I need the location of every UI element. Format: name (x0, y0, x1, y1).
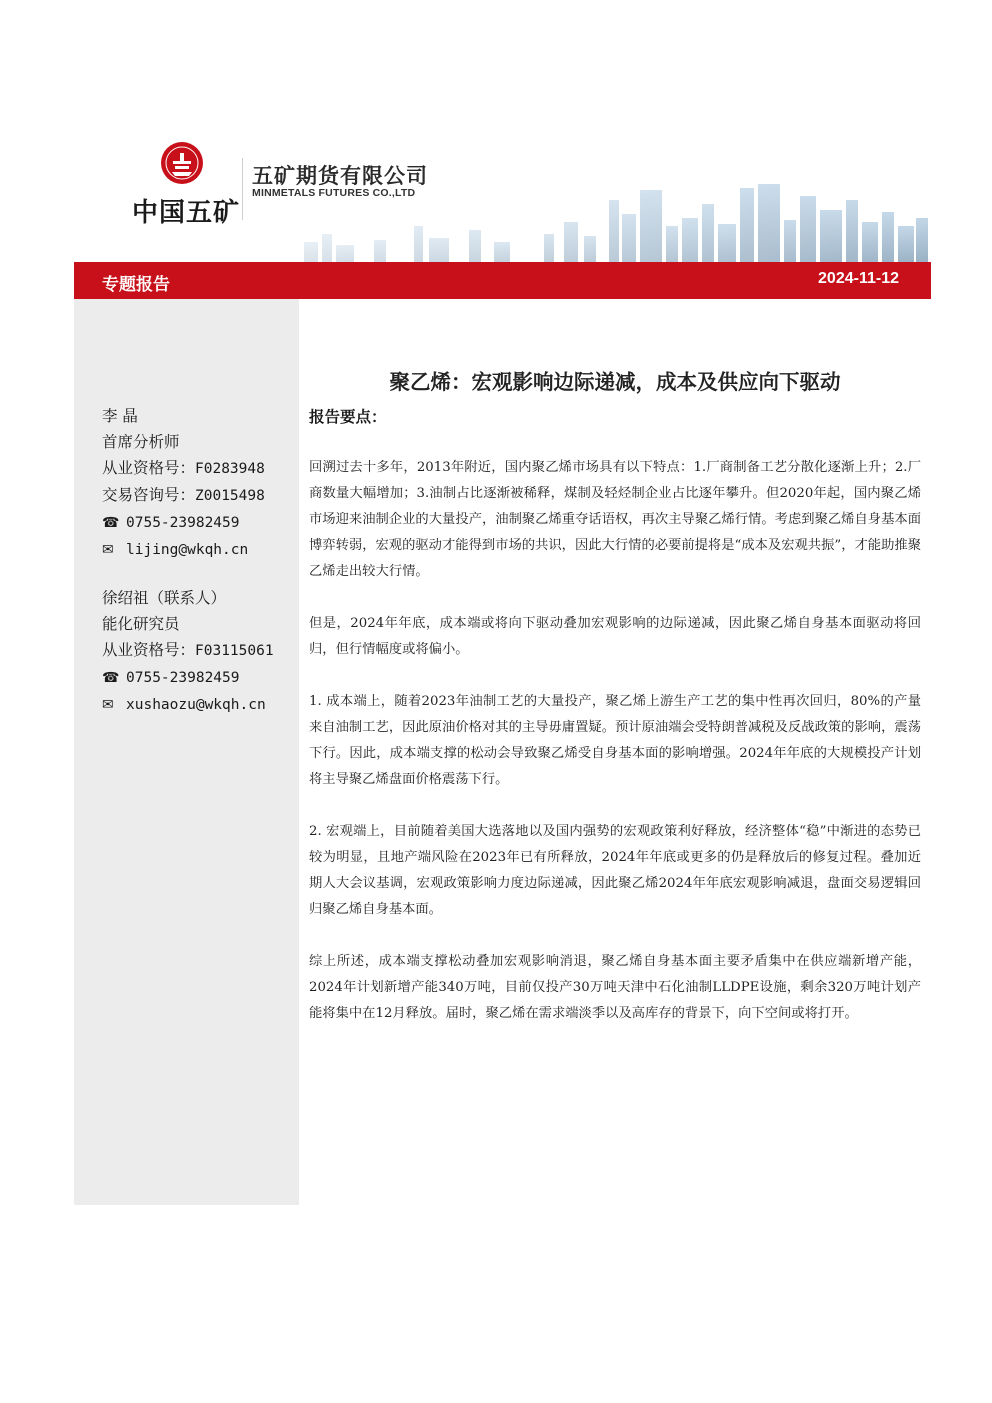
analyst-name: 李 晶 (102, 407, 138, 425)
qualification-code: F03115061 (195, 643, 274, 659)
report-header (74, 130, 931, 262)
report-type-bar (74, 262, 931, 299)
email-row (102, 691, 274, 718)
paragraph: 回溯过去十多年，2013年附近，国内聚乙烯市场具有以下特点：1.厂商制备工艺分散化逐渐上升；2.厂商数量大幅增加；3.油制占比逐渐被稀释，煤制及轻烃制企业占比逐年攀升。但2020年起，国内聚乙烯市场迎来油制企业的大量投产，油制聚乙烯重夺话语权，再次主导聚乙烯行情。考虑到聚乙烯自身基本面博弈转弱，宏观的驱动才能得到市场的共识，因此大行情的必要前提将是“成本及宏观共振”，才能助推聚乙烯走出较大行情。 (309, 460, 921, 579)
consultation-label: 交易咨询号： (102, 486, 196, 504)
email-icon: ✉ (102, 697, 114, 713)
report-type-label: 专题报告 (102, 275, 170, 295)
report-date: 2024-11-12 (818, 270, 899, 287)
analyst-role: 首席分析师 (102, 433, 180, 451)
phone-icon: ☎ (102, 515, 120, 531)
analyst-role: 能化研究员 (102, 615, 180, 633)
analyst-name: 徐绍祖（联系人） (102, 589, 227, 607)
paragraph: 2. 宏观端上，目前随着美国大选落地以及国内强势的宏观政策利好释放，经济整体“稳”中渐进的态势已较为明显，且地产端风险在2023年已有所释放，2024年年底或更多的仍是释放后的修复过程。叠加近期人大会议基调，宏观政策影响力度边际递减，因此聚乙烯2024年年底宏观影响减退，盘面交易逻辑回归聚乙烯自身基本面。 (309, 824, 921, 917)
report-title: 聚乙烯：宏观影响边际递减，成本及供应向下驱动 (389, 370, 841, 394)
analyst-card-1 (102, 403, 265, 563)
email-address[interactable]: xushaozu@wkqh.cn (126, 697, 266, 713)
phone-row (102, 664, 274, 691)
qualification-label: 从业资格号： (102, 459, 196, 477)
consultation-code: Z0015498 (195, 488, 265, 504)
logo-divider (242, 158, 243, 220)
analyst-card-2 (102, 585, 274, 718)
phone-icon: ☎ (102, 670, 120, 686)
report-body (309, 455, 921, 1053)
email-address[interactable]: lijing@wkqh.cn (126, 542, 249, 558)
qualification-label: 从业资格号： (102, 641, 196, 659)
company-name-en: MINMETALS FUTURES CO.,LTD (252, 187, 416, 199)
paragraph: 综上所述，成本端支撑松动叠加宏观影响消退，聚乙烯自身基本面主要矛盾集中在供应端新增产能，2024年计划新增产能340万吨，目前仅投产30万吨天津中石化油制LLDPE设施，剩余320万吨计划产能将集中在12月释放。届时，聚乙烯在需求端淡季以及高库存的背景下，向下空间或将打开。 (309, 954, 921, 1021)
china-minmetals-emblem-icon (160, 141, 204, 185)
analyst-sidebar (74, 299, 299, 1205)
email-row (102, 536, 265, 563)
phone-row (102, 509, 265, 536)
paragraph: 1. 成本端上，随着2023年油制工艺的大量投产，聚乙烯上游生产工艺的集中性再次回归，80%的产量来自油制工艺，因此原油价格对其的主导毋庸置疑。预计原油端会受特朗普减税及反战政策的影响，震荡下行。因此，成本端支撑的松动会导致聚乙烯受自身基本面的影响增强。2024年年底的大规模投产计划将主导聚乙烯盘面价格震荡下行。 (309, 694, 921, 787)
qualification-row (102, 455, 265, 482)
company-name-cn: 五矿期货有限公司 (252, 164, 428, 188)
qualification-code: F0283948 (195, 461, 265, 477)
logo-text: 中国五矿 (132, 198, 241, 228)
qualification-row (102, 637, 274, 664)
phone-number: 0755-23982459 (126, 515, 240, 531)
section-heading: 报告要点： (309, 408, 387, 426)
phone-number: 0755-23982459 (126, 670, 240, 686)
consultation-row (102, 482, 265, 509)
paragraph: 但是，2024年年底，成本端或将向下驱动叠加宏观影响的边际递减，因此聚乙烯自身基本面驱动将回归，但行情幅度或将偏小。 (309, 616, 921, 657)
email-icon: ✉ (102, 542, 114, 558)
